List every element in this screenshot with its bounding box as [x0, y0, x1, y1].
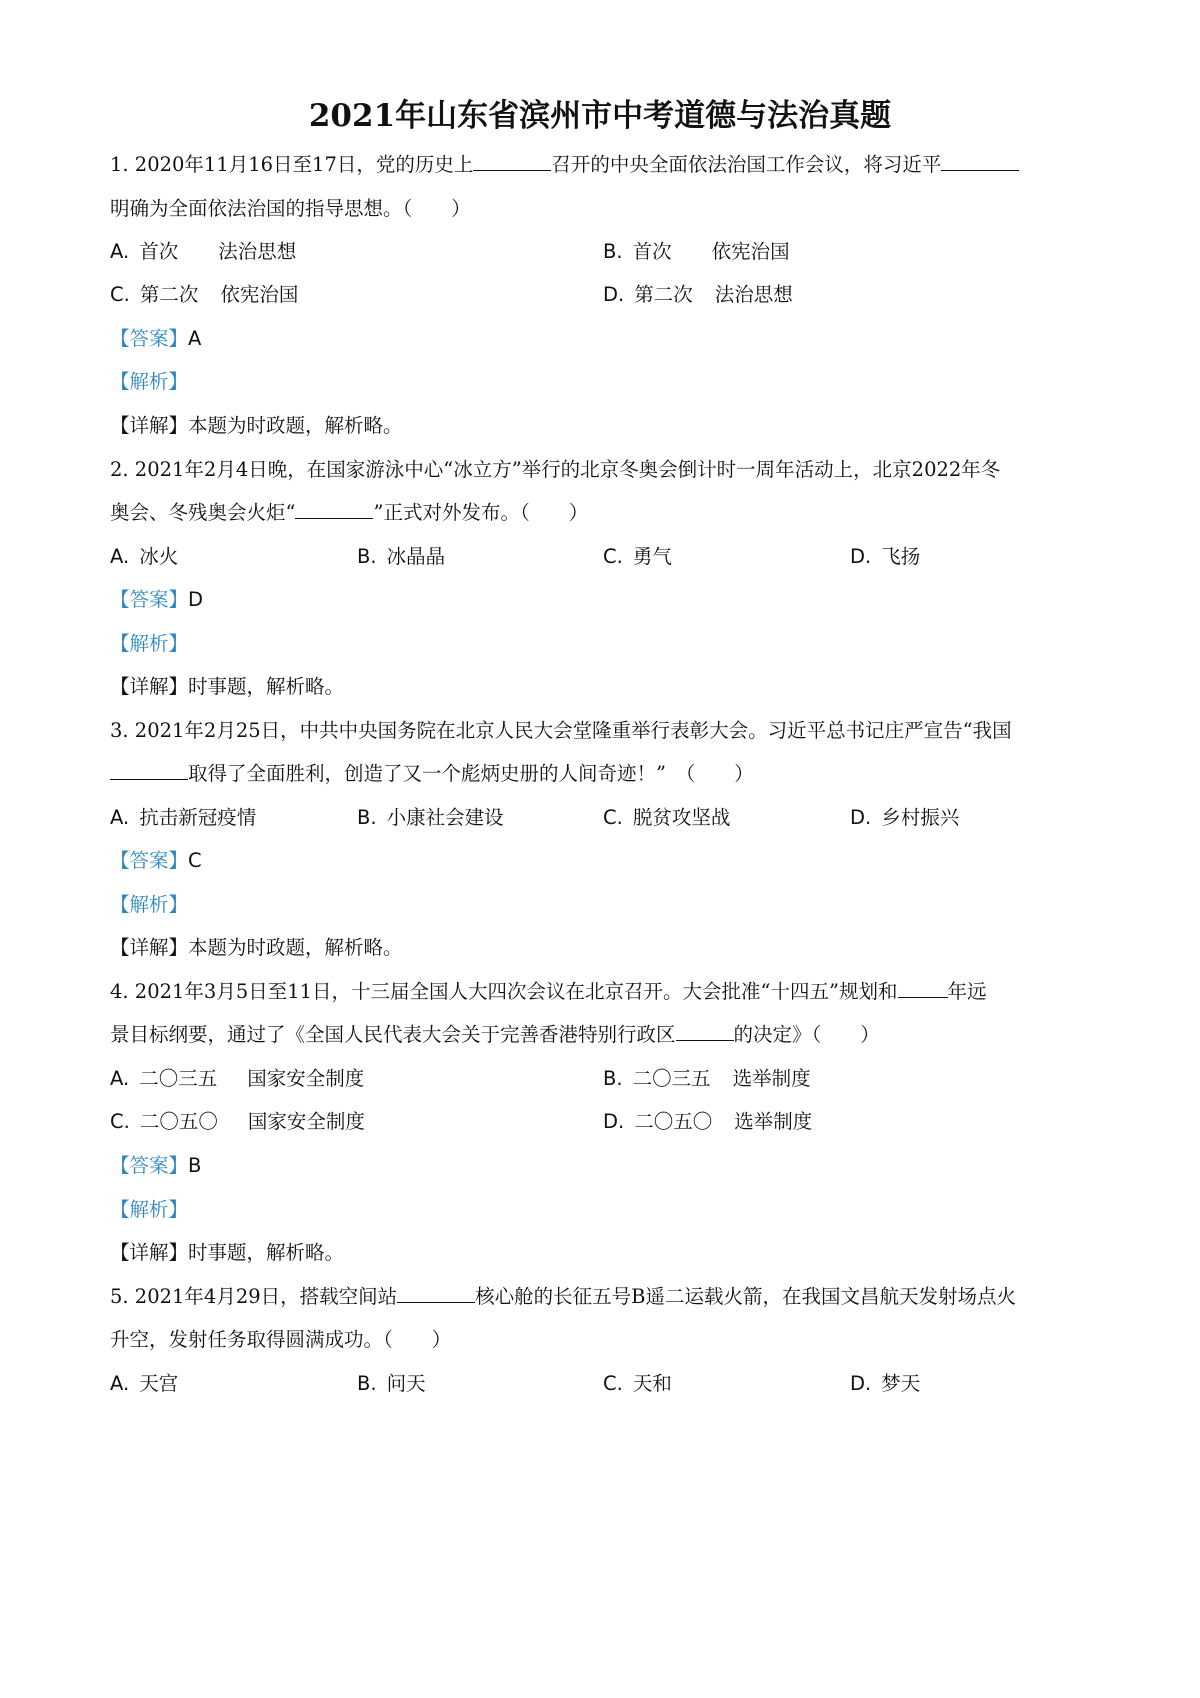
- question-2-blank: [295, 499, 373, 520]
- question-2-option-d[interactable]: D. 飞扬: [850, 545, 921, 568]
- question-2-line-1: 2. 2021年2月4日晚，在国家游泳中心“冰立方”举行的北京冬奥会倒计时一周年活动上，北京2022年冬: [110, 458, 1001, 481]
- question-3-blank: [110, 760, 188, 781]
- question-4-text-part-3: 景目标纲要，通过了《全国人民代表大会关于完善香港特别行政区: [110, 1023, 676, 1046]
- question-4-text-part-4: 的决定》（ ）: [733, 1023, 880, 1046]
- question-3-line-2: [110, 759, 754, 789]
- detail-label: 【详解】: [110, 936, 189, 959]
- question-1-analysis: [110, 367, 188, 397]
- detail-label: 【详解】: [110, 414, 189, 437]
- analysis-label: 【解析】: [110, 632, 189, 655]
- question-4-detail: [110, 1238, 344, 1268]
- question-1-option-b[interactable]: B. 首次 依宪治国: [603, 240, 790, 263]
- question-1-blank-2: [941, 151, 1019, 172]
- question-4-option-d[interactable]: D. 二〇五〇 选举制度: [603, 1110, 813, 1133]
- analysis-label: 【解析】: [110, 893, 189, 916]
- question-3-option-a[interactable]: A. 抗击新冠疫情: [110, 806, 257, 829]
- question-4-answer: [110, 1151, 201, 1181]
- question-1-blank-1: [473, 151, 551, 172]
- answer-value: C: [188, 849, 202, 872]
- question-5-line-1: [110, 1282, 1016, 1312]
- question-3-analysis: [110, 890, 188, 920]
- answer-value: A: [188, 327, 202, 350]
- question-5-blank: [397, 1283, 475, 1304]
- question-2-option-c[interactable]: C. 勇气: [603, 545, 672, 568]
- analysis-label: 【解析】: [110, 1198, 189, 1221]
- detail-label: 【详解】: [110, 675, 189, 698]
- question-3-option-d[interactable]: D. 乡村振兴: [850, 806, 960, 829]
- question-1-text-part-2: 召开的中央全面依法治国工作会议，将习近平: [551, 153, 942, 176]
- question-3-answer: [110, 846, 202, 876]
- question-1-option-c[interactable]: C. 第二次 依宪治国: [110, 283, 299, 306]
- question-4-text-part-1: 4. 2021年3月5日至11日，十三届全国人大四次会议在北京召开。大会批准“十四五”规划和: [110, 980, 898, 1003]
- question-2-analysis: [110, 629, 188, 659]
- question-4-option-c[interactable]: C. 二〇五〇 国家安全制度: [110, 1110, 365, 1133]
- question-5-text-part-2: 核心舱的长征五号B遥二运载火箭，在我国文昌航天发射场点火: [475, 1285, 1016, 1308]
- question-3-option-b[interactable]: B. 小康社会建设: [357, 806, 504, 829]
- question-4-text-part-2: 年远: [947, 980, 987, 1003]
- detail-label: 【详解】: [110, 1241, 189, 1264]
- answer-label: 【答案】: [110, 849, 189, 872]
- question-5-option-c[interactable]: C. 天和: [603, 1372, 672, 1395]
- detail-text: 本题为时政题，解析略。: [188, 414, 403, 437]
- question-4-option-a[interactable]: A. 二〇三五 国家安全制度: [110, 1067, 365, 1090]
- question-1-line-1: [110, 150, 1019, 180]
- question-2-option-b[interactable]: B. 冰晶晶: [357, 545, 446, 568]
- question-2-option-a[interactable]: A. 冰火: [110, 545, 179, 568]
- question-3-line-1: 3. 2021年2月25日，中共中央国务院在北京人民大会堂隆重举行表彰大会。习近平总书记庄严宣告“我国: [110, 719, 1012, 742]
- question-2-line-2: [110, 498, 588, 528]
- question-5-line-2: 升空，发射任务取得圆满成功。（ ）: [110, 1328, 452, 1351]
- detail-text: 本题为时政题，解析略。: [188, 936, 403, 959]
- question-3-option-c[interactable]: C. 脱贫攻坚战: [603, 806, 731, 829]
- question-2-answer: [110, 585, 203, 615]
- analysis-label: 【解析】: [110, 370, 189, 393]
- question-1-option-d[interactable]: D. 第二次 法治思想: [603, 283, 793, 306]
- question-4-line-1: [110, 977, 987, 1007]
- answer-value: B: [188, 1154, 202, 1177]
- detail-text: 时事题，解析略。: [188, 675, 345, 698]
- question-5-text-part-1: 5. 2021年4月29日，搭载空间站: [110, 1285, 398, 1308]
- question-5-option-b[interactable]: B. 问天: [357, 1372, 426, 1395]
- question-3-text-part-2: 取得了全面胜利，创造了又一个彪炳史册的人间奇迹！” （ ）: [188, 762, 754, 785]
- answer-label: 【答案】: [110, 588, 189, 611]
- question-4-line-2: [110, 1020, 880, 1050]
- question-1-answer: [110, 324, 201, 354]
- question-1-line-2: 明确为全面依法治国的指导思想。（ ）: [110, 197, 471, 220]
- answer-label: 【答案】: [110, 1154, 189, 1177]
- detail-text: 时事题，解析略。: [188, 1241, 345, 1264]
- question-5-option-a[interactable]: A. 天宫: [110, 1372, 179, 1395]
- question-1-text-part-1: 1. 2020年11月16日至17日，党的历史上: [110, 153, 474, 176]
- question-4-option-b[interactable]: B. 二〇三五 选举制度: [603, 1067, 811, 1090]
- question-4-blank-2: [676, 1021, 734, 1042]
- question-3-detail: [110, 933, 403, 963]
- answer-label: 【答案】: [110, 327, 189, 350]
- document-title: 2021年山东省滨州市中考道德与法治真题: [308, 98, 892, 134]
- question-1-detail: [110, 411, 403, 441]
- question-1-option-a[interactable]: A. 首次 法治思想: [110, 240, 297, 263]
- question-4-blank-1: [898, 978, 948, 999]
- question-2-text-part-3: ”正式对外发布。（ ）: [373, 501, 589, 524]
- question-4-analysis: [110, 1195, 188, 1225]
- question-5-option-d[interactable]: D. 梦天: [850, 1372, 921, 1395]
- question-2-text-part-2: 奥会、冬残奥会火炬“: [110, 501, 296, 524]
- answer-value: D: [188, 588, 204, 611]
- question-2-detail: [110, 672, 344, 702]
